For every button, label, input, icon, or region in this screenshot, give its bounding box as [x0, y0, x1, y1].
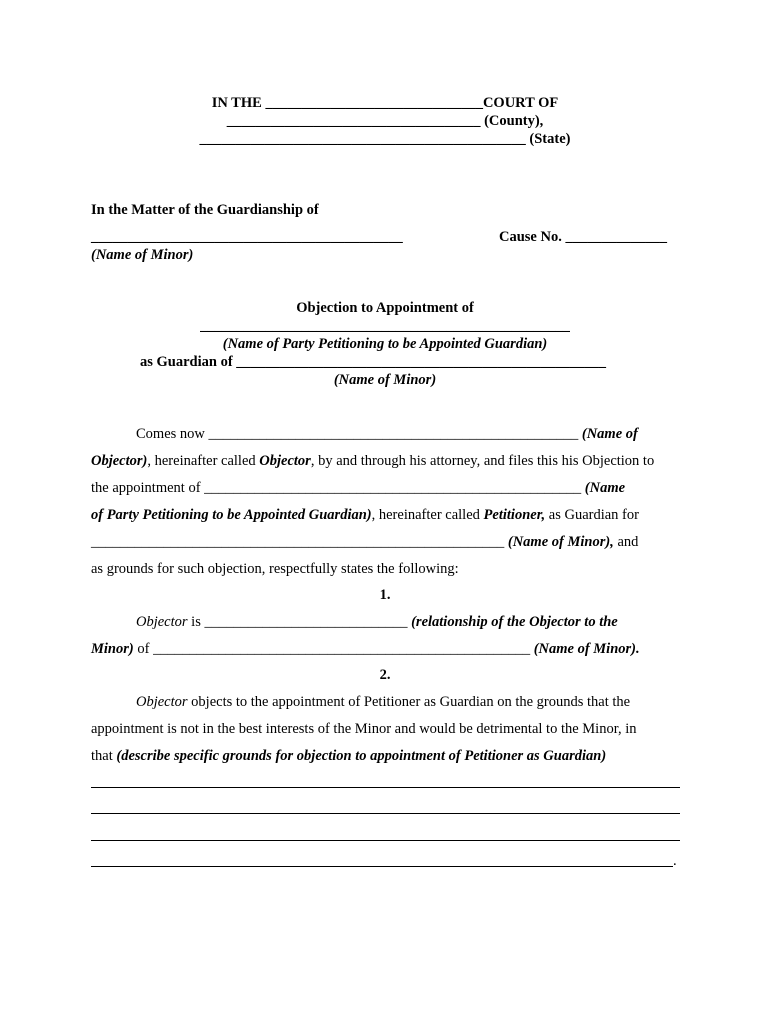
cause-label: Cause No. — [499, 229, 562, 245]
minor-name-blank: ___________________________________________ — [91, 229, 403, 245]
body-text: that — [91, 748, 113, 764]
grounds-line-2 — [91, 813, 680, 814]
guardian-minor-hint: (Name of Minor) — [333, 372, 437, 388]
minor-hint: (Name of Minor). — [533, 641, 640, 657]
section-2-number: 2. — [379, 667, 391, 683]
petitioner-name-blank: ___________________________________________________ — [200, 318, 570, 334]
cause-blank: ______________ — [565, 229, 667, 245]
court-line — [0, 94, 770, 112]
body-line-4 — [91, 506, 639, 524]
grounds-line-4 — [91, 866, 673, 867]
body-text: and — [617, 534, 639, 550]
grounds-line-1 — [91, 787, 680, 788]
objector-term: Objector — [136, 694, 188, 710]
section-1-number: 1. — [379, 587, 391, 603]
grounds-end-period: . — [673, 853, 677, 869]
section-2-line-3 — [91, 747, 606, 765]
body-text: is — [191, 614, 201, 630]
objector-name-hint: (Name of — [581, 426, 638, 442]
body-line-1 — [136, 425, 638, 443]
grounds-line-3 — [91, 840, 680, 841]
minor-blank: _________________________________________________________ — [91, 534, 505, 550]
state-line — [0, 130, 770, 148]
minor-blank: ____________________________________________________ — [153, 641, 531, 657]
court-prefix: IN THE — [211, 95, 262, 111]
objector-term: Objector — [136, 614, 188, 630]
objector-name-hint-cont: Objector) — [91, 453, 148, 469]
relationship-hint: (relationship of the Objector to the — [411, 614, 618, 630]
guardian-of-label: as Guardian of — [140, 354, 233, 370]
body-line-2 — [91, 452, 654, 470]
body-text: the appointment of — [91, 480, 201, 496]
body-text: , by and through his attorney, and files this his Objection to — [310, 453, 655, 469]
minor-name-hint: (Name of Minor) — [91, 247, 194, 263]
comes-now-text: Comes now — [136, 426, 205, 442]
section-2-line-1 — [136, 693, 630, 711]
state-label: (State) — [529, 131, 571, 147]
petitioner-name-hint: (Name of Party Petitioning to be Appointed Guardian) — [222, 336, 548, 352]
petitioner-blank: ____________________________________________________ — [204, 480, 582, 496]
section-1-line-1 — [136, 613, 618, 631]
county-line — [0, 112, 770, 130]
relationship-blank: ____________________________ — [204, 614, 408, 630]
county-label: (County), — [484, 113, 544, 129]
objector-term: Objector — [259, 453, 311, 469]
cause-number — [499, 228, 667, 246]
relationship-hint-cont: Minor) — [91, 641, 134, 657]
court-suffix: COURT OF — [482, 95, 559, 111]
state-blank: _____________________________________________ — [199, 131, 526, 147]
guardian-minor-blank: ___________________________________________________ — [236, 354, 607, 370]
section-2-line-2: appointment is not in the best interests of the Minor and would be detrimental to the Minor, in — [91, 721, 637, 737]
county-blank: ___________________________________ — [226, 113, 481, 129]
section-1-line-2 — [91, 640, 640, 658]
minor-hint: (Name of Minor), — [507, 534, 614, 550]
objector-name-blank: ___________________________________________________ — [208, 426, 579, 442]
body-text: objects to the appointment of Petitioner as Guardian on the grounds that the — [191, 694, 631, 710]
body-text: as Guardian for — [548, 507, 639, 523]
body-text: , hereinafter called — [371, 507, 480, 523]
grounds-hint: (describe specific grounds for objection to appointment of Petitioner as Guardian) — [116, 748, 607, 764]
objection-heading: Objection to Appointment of — [296, 300, 474, 316]
body-line-5 — [91, 533, 638, 551]
petitioner-hint: (Name — [584, 480, 626, 496]
court-name-blank: ______________________________ — [265, 95, 483, 111]
body-text: of — [137, 641, 150, 657]
petitioner-term: Petitioner, — [483, 507, 546, 523]
body-text: , hereinafter called — [147, 453, 256, 469]
body-line-6: as grounds for such objection, respectfully states the following: — [91, 561, 459, 577]
matter-title: In the Matter of the Guardianship of — [91, 202, 319, 218]
petitioner-hint-cont: of Party Petitioning to be Appointed Guardian) — [91, 507, 372, 523]
body-line-3 — [91, 479, 625, 497]
guardian-of-line — [140, 353, 606, 371]
